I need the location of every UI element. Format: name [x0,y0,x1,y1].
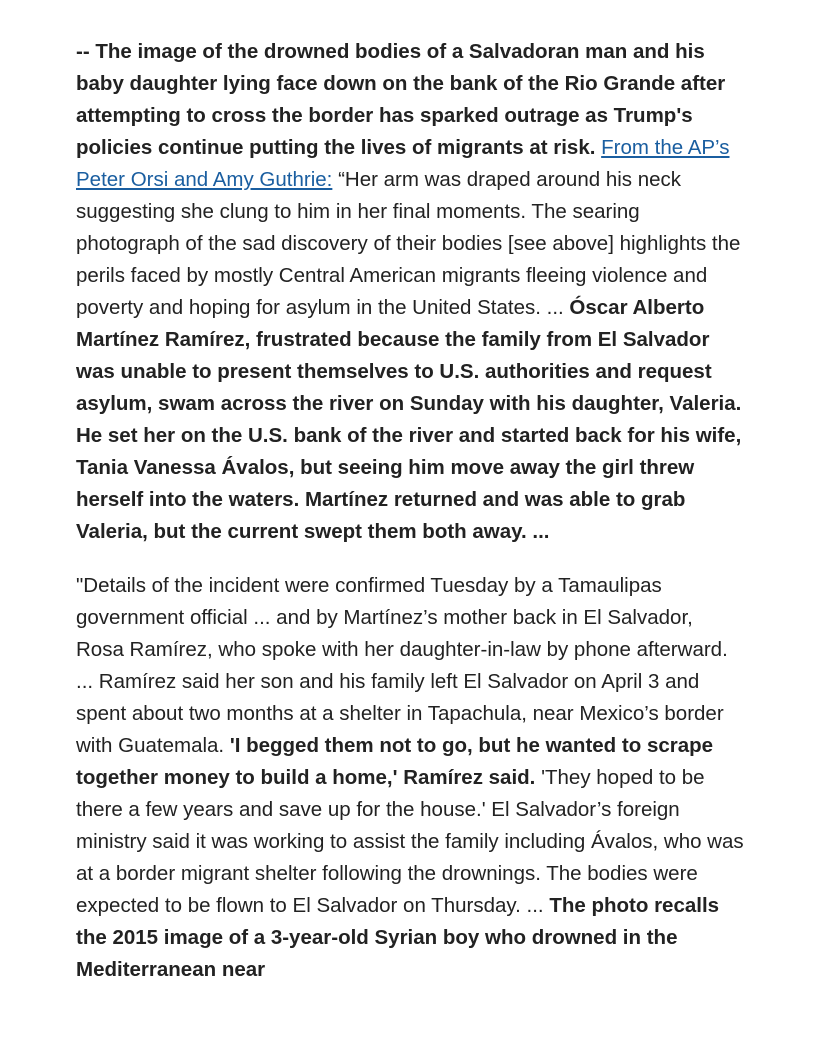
shelter-text: 'They hoped to be there a few years and save up for the house.' El Salvador’s foreign ministry said it was working to assist the family including Ávalos, who was at a border migrant shelter following the drownings. The bodies were expected to be flown to El Salvador on Thursday. ... [76,766,744,917]
bold-intro: -- The image of the drowned bodies of a Salvadoran man and his baby daughter lying face down on the bank of the Rio Grande after attempting to cross the border has sparked outrage as Trump's policies continue putting the lives of migrants at risk. [76,40,726,159]
quote-text: “Her arm was draped around his neck suggesting she clung to him in her final moments. The searing photograph of the sad discovery of their bodies [see above] highlights the perils faced by mostly Central American migrants fleeing violence and poverty and hoping for asylum in the United States. ... [76,168,741,319]
article-body [76,36,744,986]
mother-quote: 'I begged them not to go, but he wanted to scrape together money to build a home,' Ramírez said. [76,734,714,789]
quote-bold-text: Óscar Alberto Martínez Ramírez, frustrated because the family from El Salvador was unable to present themselves to U.S. authorities and request asylum, swam across the river on Sunday with his daughter, Valeria. He set her on the U.S. bank of the river and started back for his wife, Tania Vanessa Ávalos, but seeing him move away the girl threw herself into the waters. Martínez returned and was able to grab Valeria, but the current swept them both away. ... [76,296,742,543]
photo-recall-text: The photo recalls the 2015 image of a 3-year-old Syrian boy who drowned in the Mediterranean near [76,894,720,981]
details-text: "Details of the incident were confirmed Tuesday by a Tamaulipas government official ... and by Martínez’s mother back in El Salvador, Rosa Ramírez, who spoke with her daughter-in-law by phone afterward. ... Ramírez said her son and his family left El Salvador on April 3 and spent about two months at a shelter in Tapachula, near Mexico’s border with Guatemala. [76,574,728,757]
paragraph-1 [76,36,744,548]
paragraph-2 [76,570,744,986]
ap-source-link[interactable]: From the AP’s Peter Orsi and Amy Guthrie: [76,136,730,191]
